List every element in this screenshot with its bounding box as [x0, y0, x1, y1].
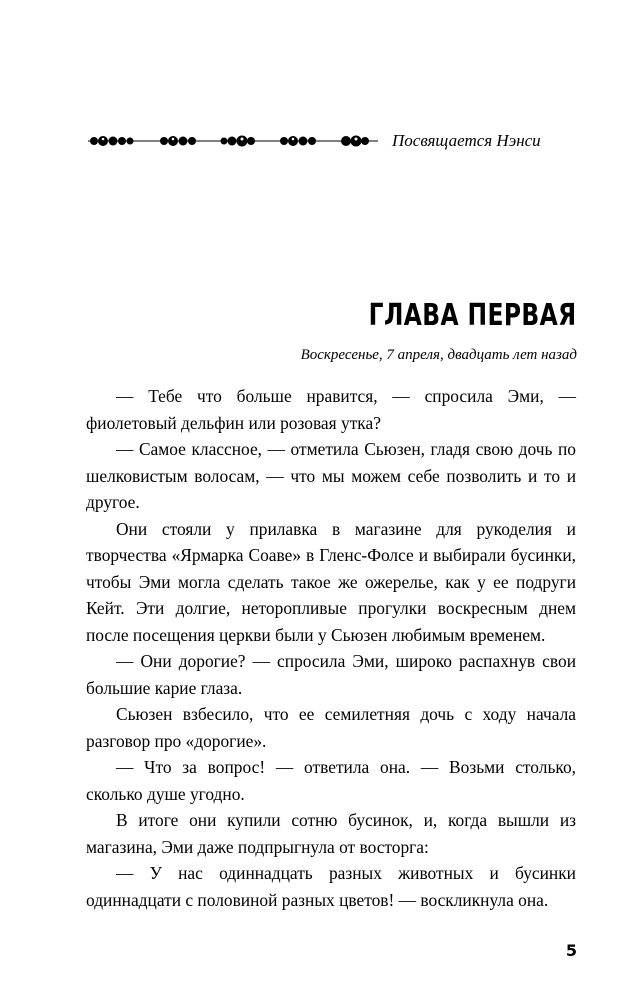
paragraph: — Тебе что больше нравится, — спросила Эми, — фиолетовый дельфин или розовая утка? [86, 386, 576, 433]
dedication: Посвящается Нэнси [392, 131, 541, 150]
page-number: 5 [565, 941, 577, 960]
paragraph: В итоге они купили сотню бусинок, и, когда вышли из магазина, Эми даже подпрыгнула от восторга: [86, 810, 576, 857]
paragraph: — Что за вопрос! — ответила она. — Возьми столько, сколько душе угодно. [86, 757, 576, 804]
chapter-subtitle: Воскресенье, 7 апреля, двадцать лет назад [300, 347, 577, 363]
paragraph: — Самое классное, — отметила Сьюзен, гладя свою дочь по шелковистым волосам, — что мы можем себе позволить и то и другое. [86, 439, 576, 512]
paragraph: — Они дорогие? — спросила Эми, широко распахнув свои большие карие глаза. [86, 651, 576, 698]
body-text [86, 383, 576, 913]
paragraph: Сьюзен взбесило, что ее семилетняя дочь с ходу начала разговор про «дорогие». [86, 704, 576, 751]
bead-string-ornament-icon [88, 130, 378, 152]
paragraph: Они стояли у прилавка в магазине для рукоделия и творчества «Ярмарка Соаве» в Гленс-Фолсе и выбирали бусинки, чтобы Эми могла сделать такое же ожерелье, как у ее подруги Кейт. Эти долгие, неторопливые прогулки воскресным днем после посещения церкви были у Сьюзен любимым временем. [86, 518, 576, 645]
paragraph: — У нас одиннадцать разных животных и бусинки одиннадцати с половиной разных цветов! — воскликнула она. [86, 863, 576, 910]
chapter-title: ГЛАВА ПЕРВАЯ [369, 298, 577, 333]
